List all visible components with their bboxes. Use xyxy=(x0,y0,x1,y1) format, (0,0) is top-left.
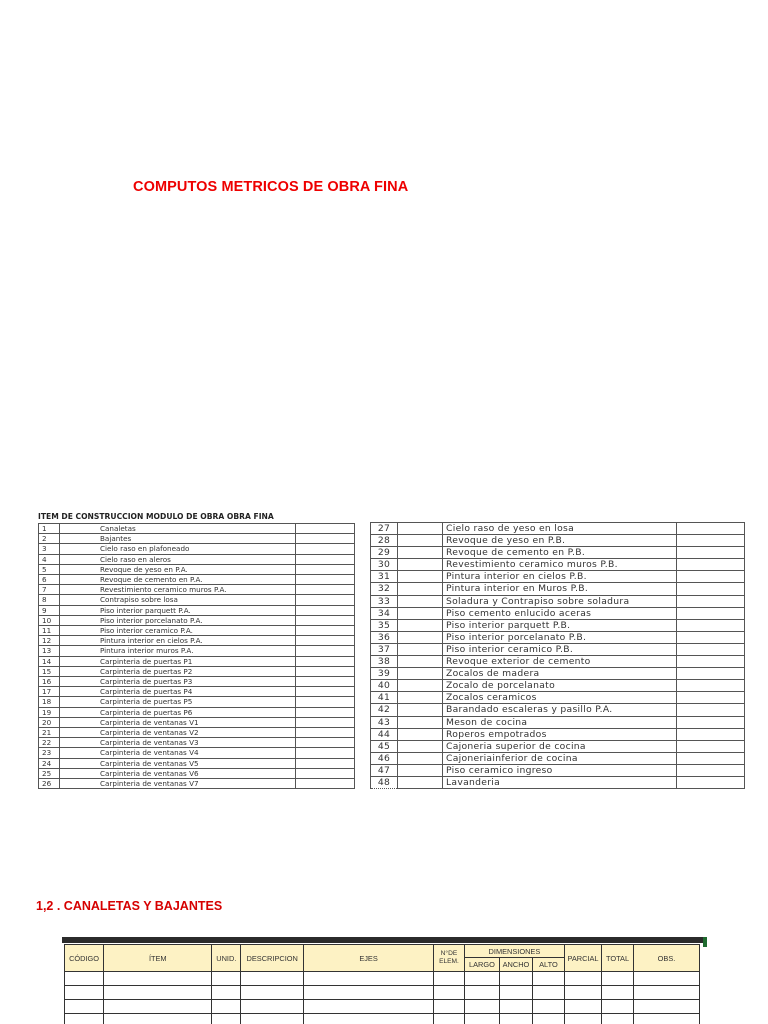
item-number: 27 xyxy=(371,523,398,535)
item-label: Revoque exterior de cemento xyxy=(443,656,677,668)
blank-cell xyxy=(296,575,355,585)
budget-cell[interactable] xyxy=(633,986,699,1000)
blank-cell xyxy=(398,547,443,559)
table-row xyxy=(39,646,355,656)
budget-cell[interactable] xyxy=(65,986,104,1000)
item-number: 39 xyxy=(371,668,398,680)
item-label: Piso ceramico ingreso xyxy=(443,764,677,776)
item-label: Soladura y Contrapiso sobre soladura xyxy=(443,595,677,607)
col-parcial: PARCIAL xyxy=(564,945,601,972)
table-row xyxy=(371,595,745,607)
table-row xyxy=(371,716,745,728)
item-number: 18 xyxy=(39,697,60,707)
budget-cell[interactable] xyxy=(532,1000,564,1014)
blank-cell xyxy=(677,680,745,692)
table-row xyxy=(371,776,745,788)
budget-cell[interactable] xyxy=(241,1014,304,1024)
budget-cell[interactable] xyxy=(65,972,104,986)
item-label: Meson de cocina xyxy=(443,716,677,728)
blank-cell xyxy=(398,571,443,583)
blank-cell xyxy=(677,571,745,583)
item-label: Roperos empotrados xyxy=(443,728,677,740)
item-label: Lavanderia xyxy=(443,776,677,788)
budget-cell[interactable] xyxy=(65,1000,104,1014)
page-title: COMPUTOS METRICOS DE OBRA FINA xyxy=(133,179,409,195)
item-number: 31 xyxy=(371,571,398,583)
item-label: Pintura interior muros P.A. xyxy=(60,646,296,656)
section-heading: 1,2 . CANALETAS Y BAJANTES xyxy=(36,899,223,913)
item-number: 11 xyxy=(39,626,60,636)
budget-cell[interactable] xyxy=(241,986,304,1000)
item-label: Carpinteria de puertas P3 xyxy=(60,677,296,687)
blank-cell xyxy=(677,559,745,571)
budget-cell[interactable] xyxy=(104,1000,212,1014)
item-label: Zocalo de porcelanato xyxy=(443,680,677,692)
item-number: 30 xyxy=(371,559,398,571)
item-label: Carpinteria de ventanas V1 xyxy=(60,717,296,727)
item-label: Carpinteria de puertas P2 xyxy=(60,666,296,676)
budget-cell[interactable] xyxy=(633,1000,699,1014)
table-row xyxy=(39,564,355,574)
spreadsheet-column-bar xyxy=(62,937,707,943)
table-row xyxy=(39,779,355,789)
col-unid: UNID. xyxy=(212,945,241,972)
table-row xyxy=(39,615,355,625)
col-alto: ALTO xyxy=(532,958,564,972)
table-row xyxy=(371,535,745,547)
budget-cell[interactable] xyxy=(464,1000,499,1014)
item-number: 41 xyxy=(371,692,398,704)
table-row xyxy=(39,666,355,676)
blank-cell xyxy=(398,776,443,788)
item-number: 37 xyxy=(371,643,398,655)
item-number: 10 xyxy=(39,615,60,625)
table-row xyxy=(371,692,745,704)
item-label: Cielo raso en aleros xyxy=(60,554,296,564)
budget-cell[interactable] xyxy=(241,972,304,986)
blank-cell xyxy=(296,636,355,646)
item-label: Carpinteria de ventanas V2 xyxy=(60,728,296,738)
blank-cell xyxy=(296,554,355,564)
blank-cell xyxy=(296,595,355,605)
item-number: 19 xyxy=(39,707,60,717)
item-number: 4 xyxy=(39,554,60,564)
budget-cell[interactable] xyxy=(602,1000,634,1014)
blank-cell xyxy=(398,523,443,535)
blank-cell xyxy=(296,738,355,748)
item-label: Carpinteria de puertas P5 xyxy=(60,697,296,707)
blank-cell xyxy=(677,728,745,740)
budget-cell[interactable] xyxy=(464,986,499,1000)
budget-row xyxy=(65,1000,700,1014)
item-label: Piso cemento enlucido aceras xyxy=(443,607,677,619)
blank-cell xyxy=(677,619,745,631)
blank-cell xyxy=(296,656,355,666)
item-label: Piso interior parquett P.B. xyxy=(443,619,677,631)
budget-cell[interactable] xyxy=(212,1014,241,1024)
table-row xyxy=(371,607,745,619)
item-number: 15 xyxy=(39,666,60,676)
item-number: 8 xyxy=(39,595,60,605)
left-item-table-area xyxy=(38,512,356,792)
budget-row xyxy=(65,972,700,986)
item-number: 29 xyxy=(371,547,398,559)
item-number: 3 xyxy=(39,544,60,554)
blank-cell xyxy=(398,656,443,668)
blank-cell xyxy=(398,692,443,704)
item-number: 6 xyxy=(39,575,60,585)
table-row xyxy=(371,559,745,571)
right-item-table xyxy=(370,522,745,789)
budget-cell[interactable] xyxy=(212,972,241,986)
blank-cell xyxy=(677,740,745,752)
blank-cell xyxy=(296,585,355,595)
blank-cell xyxy=(677,776,745,788)
blank-cell xyxy=(677,656,745,668)
item-number: 33 xyxy=(371,595,398,607)
budget-cell[interactable] xyxy=(602,986,634,1000)
budget-cell[interactable] xyxy=(304,986,434,1000)
table-row xyxy=(39,687,355,697)
item-number: 1 xyxy=(39,524,60,534)
blank-cell xyxy=(677,631,745,643)
budget-cell[interactable] xyxy=(104,1014,212,1024)
table-row xyxy=(39,534,355,544)
blank-cell xyxy=(296,544,355,554)
item-label: Revoque de yeso en P.A. xyxy=(60,564,296,574)
item-number: 7 xyxy=(39,585,60,595)
item-label: Revestimiento ceramico muros P.B. xyxy=(443,559,677,571)
budget-cell[interactable] xyxy=(65,1014,104,1024)
blank-cell xyxy=(677,692,745,704)
item-number: 34 xyxy=(371,607,398,619)
item-label: Piso interior ceramico P.B. xyxy=(443,643,677,655)
item-number: 40 xyxy=(371,680,398,692)
table-row xyxy=(371,704,745,716)
table-row xyxy=(39,575,355,585)
table-row xyxy=(371,764,745,776)
blank-cell xyxy=(296,748,355,758)
item-number: 17 xyxy=(39,687,60,697)
blank-cell xyxy=(398,680,443,692)
item-label: Contrapiso sobre losa xyxy=(60,595,296,605)
blank-cell xyxy=(677,607,745,619)
item-label: Carpinteria de ventanas V3 xyxy=(60,738,296,748)
blank-cell xyxy=(677,704,745,716)
blank-cell xyxy=(296,666,355,676)
table-row xyxy=(371,728,745,740)
blank-cell xyxy=(398,643,443,655)
blank-cell xyxy=(398,631,443,643)
blank-cell xyxy=(677,668,745,680)
budget-cell[interactable] xyxy=(104,986,212,1000)
item-number: 26 xyxy=(39,779,60,789)
budget-cell[interactable] xyxy=(104,972,212,986)
item-number: 35 xyxy=(371,619,398,631)
item-number: 5 xyxy=(39,564,60,574)
blank-cell xyxy=(677,643,745,655)
budget-cell[interactable] xyxy=(499,972,532,986)
item-label: Carpinteria de ventanas V4 xyxy=(60,748,296,758)
col-ancho: ANCHO xyxy=(499,958,532,972)
budget-table xyxy=(64,944,700,1024)
blank-cell xyxy=(677,547,745,559)
item-label: Carpinteria de puertas P4 xyxy=(60,687,296,697)
budget-cell[interactable] xyxy=(434,986,465,1000)
item-number: 16 xyxy=(39,677,60,687)
blank-cell xyxy=(296,779,355,789)
left-table-header: ITEM DE CONSTRUCCION MODULO DE OBRA OBRA FINA xyxy=(38,512,274,521)
table-row xyxy=(371,643,745,655)
item-label: Piso interior ceramico P.A. xyxy=(60,626,296,636)
blank-cell xyxy=(296,717,355,727)
table-row xyxy=(39,524,355,534)
blank-cell xyxy=(398,728,443,740)
col-descripcion: DESCRIPCION xyxy=(241,945,304,972)
table-row xyxy=(371,656,745,668)
blank-cell xyxy=(677,595,745,607)
item-label: Carpinteria de ventanas V5 xyxy=(60,758,296,768)
item-number: 21 xyxy=(39,728,60,738)
item-label: Pintura interior en Muros P.B. xyxy=(443,583,677,595)
table-row xyxy=(39,748,355,758)
budget-row xyxy=(65,1014,700,1024)
item-label: Revoque de cemento en P.B. xyxy=(443,547,677,559)
blank-cell xyxy=(296,626,355,636)
item-number: 22 xyxy=(39,738,60,748)
item-label: Piso interior porcelanato P.A. xyxy=(60,615,296,625)
budget-cell[interactable] xyxy=(532,1014,564,1024)
item-number: 38 xyxy=(371,656,398,668)
blank-cell xyxy=(296,564,355,574)
budget-cell[interactable] xyxy=(532,972,564,986)
col-largo: LARGO xyxy=(464,958,499,972)
blank-cell xyxy=(398,559,443,571)
table-row xyxy=(39,738,355,748)
item-label: Barandado escaleras y pasillo P.A. xyxy=(443,704,677,716)
item-label: Revestimiento ceramico muros P.A. xyxy=(60,585,296,595)
blank-cell xyxy=(296,646,355,656)
item-label: Pintura interior en cielos P.A. xyxy=(60,636,296,646)
budget-cell[interactable] xyxy=(212,986,241,1000)
item-label: Bajantes xyxy=(60,534,296,544)
blank-cell xyxy=(398,704,443,716)
item-label: Carpinteria de ventanas V6 xyxy=(60,768,296,778)
blank-cell xyxy=(677,583,745,595)
sheet-edge-marker xyxy=(703,937,707,947)
blank-cell xyxy=(677,535,745,547)
budget-cell[interactable] xyxy=(304,1014,434,1024)
table-row xyxy=(371,668,745,680)
table-row xyxy=(371,680,745,692)
blank-cell xyxy=(398,752,443,764)
budget-sheet xyxy=(62,937,707,1024)
budget-cell[interactable] xyxy=(532,986,564,1000)
item-number: 23 xyxy=(39,748,60,758)
item-label: Cajoneriainferior de cocina xyxy=(443,752,677,764)
blank-cell xyxy=(677,752,745,764)
budget-cell[interactable] xyxy=(499,986,532,1000)
blank-cell xyxy=(296,707,355,717)
item-number: 9 xyxy=(39,605,60,615)
table-row xyxy=(39,717,355,727)
table-row xyxy=(39,728,355,738)
blank-cell xyxy=(398,607,443,619)
budget-cell[interactable] xyxy=(434,972,465,986)
item-label: Cielo raso en plafoneado xyxy=(60,544,296,554)
budget-cell[interactable] xyxy=(602,1014,634,1024)
blank-cell xyxy=(296,524,355,534)
table-row xyxy=(39,585,355,595)
table-row xyxy=(39,707,355,717)
table-row xyxy=(39,626,355,636)
col-ejes: EJES xyxy=(304,945,434,972)
item-number: 42 xyxy=(371,704,398,716)
budget-cell[interactable] xyxy=(212,1000,241,1014)
table-row xyxy=(371,740,745,752)
table-row xyxy=(371,583,745,595)
item-label: Zocalos de madera xyxy=(443,668,677,680)
blank-cell xyxy=(398,619,443,631)
blank-cell xyxy=(398,535,443,547)
table-row xyxy=(371,631,745,643)
item-label: Carpinteria de ventanas V7 xyxy=(60,779,296,789)
budget-cell[interactable] xyxy=(564,1000,601,1014)
item-label: Piso interior parquett P.A. xyxy=(60,605,296,615)
item-label: Zocalos ceramicos xyxy=(443,692,677,704)
col-obs: OBS. xyxy=(633,945,699,972)
col-dimensiones: DIMENSIONES xyxy=(464,945,564,958)
table-row xyxy=(39,758,355,768)
blank-cell xyxy=(296,687,355,697)
budget-cell[interactable] xyxy=(564,972,601,986)
budget-row xyxy=(65,986,700,1000)
budget-cell[interactable] xyxy=(434,1000,465,1014)
budget-cell[interactable] xyxy=(564,986,601,1000)
blank-cell xyxy=(296,728,355,738)
table-row xyxy=(39,595,355,605)
blank-cell xyxy=(677,764,745,776)
budget-cell[interactable] xyxy=(434,1014,465,1024)
left-item-table xyxy=(38,523,355,789)
blank-cell xyxy=(398,764,443,776)
item-label: Piso interior porcelanato P.B. xyxy=(443,631,677,643)
table-row xyxy=(371,523,745,535)
item-number: 2 xyxy=(39,534,60,544)
budget-cell[interactable] xyxy=(633,1014,699,1024)
budget-cell[interactable] xyxy=(241,1000,304,1014)
item-number: 32 xyxy=(371,583,398,595)
table-row xyxy=(39,554,355,564)
blank-cell xyxy=(296,758,355,768)
table-row xyxy=(39,605,355,615)
blank-cell xyxy=(296,615,355,625)
blank-cell xyxy=(296,768,355,778)
item-label: Revoque de yeso en P.B. xyxy=(443,535,677,547)
item-number: 48 xyxy=(371,776,398,788)
budget-cell[interactable] xyxy=(633,972,699,986)
table-row xyxy=(371,547,745,559)
blank-cell xyxy=(398,740,443,752)
budget-cell[interactable] xyxy=(602,972,634,986)
col-n-elem: N°DE ELEM. xyxy=(434,945,465,972)
blank-cell xyxy=(677,523,745,535)
table-row xyxy=(39,544,355,554)
table-row xyxy=(371,752,745,764)
item-number: 46 xyxy=(371,752,398,764)
table-row xyxy=(39,636,355,646)
item-number: 43 xyxy=(371,716,398,728)
item-number: 14 xyxy=(39,656,60,666)
item-number: 44 xyxy=(371,728,398,740)
item-number: 47 xyxy=(371,764,398,776)
item-number: 25 xyxy=(39,768,60,778)
item-label: Canaletas xyxy=(60,524,296,534)
table-row xyxy=(39,656,355,666)
table-row xyxy=(39,697,355,707)
col-codigo: CÓDIGO xyxy=(65,945,104,972)
item-label: Revoque de cemento en P.A. xyxy=(60,575,296,585)
budget-cell[interactable] xyxy=(464,972,499,986)
blank-cell xyxy=(398,595,443,607)
col-total: TOTAL xyxy=(602,945,634,972)
item-label: Carpinteria de puertas P1 xyxy=(60,656,296,666)
budget-cell[interactable] xyxy=(499,1014,532,1024)
blank-cell xyxy=(677,716,745,728)
blank-cell xyxy=(398,583,443,595)
col-item: ÍTEM xyxy=(104,945,212,972)
item-number: 24 xyxy=(39,758,60,768)
table-row xyxy=(39,677,355,687)
budget-cell[interactable] xyxy=(304,972,434,986)
blank-cell xyxy=(296,677,355,687)
table-row xyxy=(39,768,355,778)
budget-cell[interactable] xyxy=(464,1014,499,1024)
table-row xyxy=(371,619,745,631)
item-number: 20 xyxy=(39,717,60,727)
blank-cell xyxy=(398,716,443,728)
item-label: Cielo raso de yeso en losa xyxy=(443,523,677,535)
item-number: 13 xyxy=(39,646,60,656)
item-label: Pintura interior en cielos P.B. xyxy=(443,571,677,583)
blank-cell xyxy=(398,668,443,680)
item-label: Carpinteria de puertas P6 xyxy=(60,707,296,717)
item-number: 28 xyxy=(371,535,398,547)
item-number: 36 xyxy=(371,631,398,643)
blank-cell xyxy=(296,534,355,544)
table-row xyxy=(371,571,745,583)
blank-cell xyxy=(296,605,355,615)
blank-cell xyxy=(296,697,355,707)
budget-cell[interactable] xyxy=(304,1000,434,1014)
budget-cell[interactable] xyxy=(564,1014,601,1024)
item-number: 12 xyxy=(39,636,60,646)
item-number: 45 xyxy=(371,740,398,752)
budget-cell[interactable] xyxy=(499,1000,532,1014)
item-label: Cajoneria superior de cocina xyxy=(443,740,677,752)
